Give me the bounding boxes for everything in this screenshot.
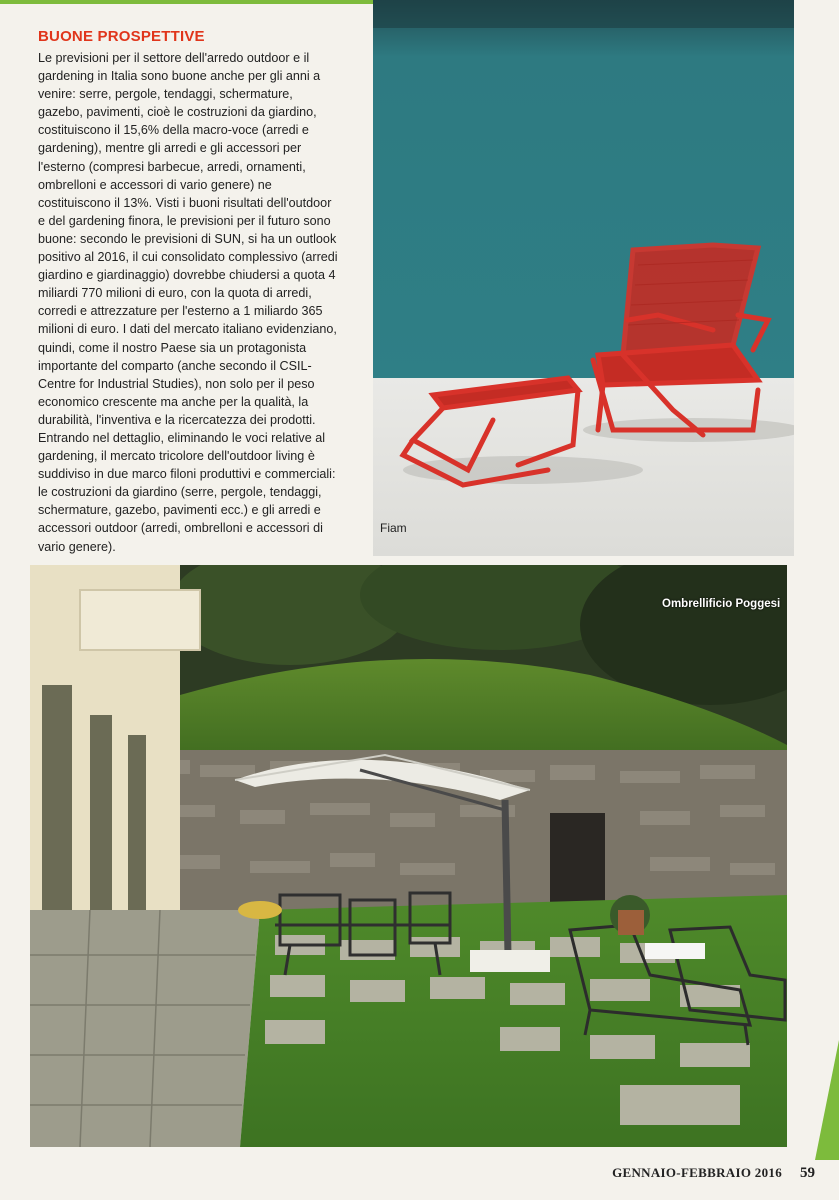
section-heading: BUONE PROSPETTIVE — [38, 28, 205, 45]
page-footer — [612, 1164, 815, 1182]
garden-photo-caption: Ombrellificio Poggesi — [662, 598, 781, 610]
corner-accent-graphic — [815, 1040, 839, 1160]
issue-date: GENNAIO-FEBBRAIO 2016 — [612, 1165, 782, 1180]
article-body: Le previsioni per il settore dell'arredo outdoor e il gardening in Italia sono buone anche per gli anni a venire: serre, pergole, tendaggi, schermature, gazebo, pavimenti, cioè le costruzioni da giardino, costituiscono il 15,6% della macro-voce (arredi e gardening), mentre gli arredi e gli accessori per l'esterno (compresi barbecue, arredi, ornamenti, ombrelloni e accessori di vario genere) ne costituiscono il 13%. Visti i buoni risultati dell'outdoor e del gardening finora, le previsioni per il futuro sono buone: secondo le previsioni di SUN, si ha un outlook positivo al 2016, il cui consolidato complessivo (arredi giardino e giardinaggio) dovrebbe chiudersi a quota 4 miliardi 770 milioni di euro, con la quota di arredi, corredi e attrezzature per l'esterno a 1 miliardo 365 milioni di euro. I dati del mercato italiano evidenziano, quindi, come il nostro Paese sia un protagonista importante del comparto (anche secondo il CSIL-Centre for Industrial Studies), non solo per il peso economico crescente ma anche per la qualità, la durabilità, l'inventiva e la ricercatezza dei prodotti. Entrando nel dettaglio, eliminando le voci relative al gardening, il mercato tricolore dell'outdoor living è suddiviso in due marco filoni produttivi e commerciali: le costruzioni da giardino (serre, pergole, tendaggi, schermature, gazebo, pavimenti ecc.) e gli arredi e accessori outdoor (arredi, ombrelloni e accessori di vario genere). — [38, 51, 338, 554]
chair-photo-caption: Fiam — [380, 521, 407, 535]
green-accent-bar — [0, 0, 380, 4]
garden-illustration — [30, 565, 787, 1147]
chair-illustration — [373, 0, 794, 556]
garden-photo — [30, 565, 787, 1147]
top-accent-rule — [0, 0, 380, 10]
page-number: 59 — [800, 1165, 815, 1181]
chair-photo — [373, 0, 794, 556]
article-column — [38, 28, 338, 556]
